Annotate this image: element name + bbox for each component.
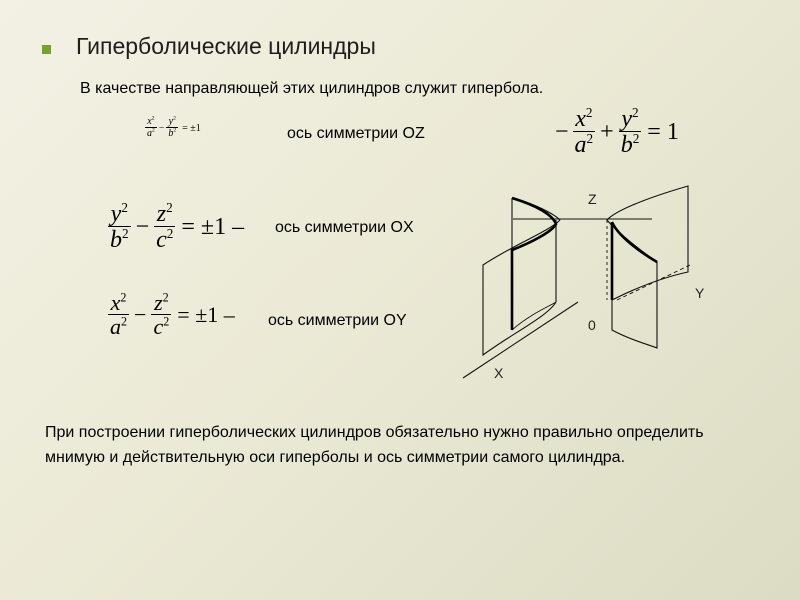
slide-title: Гиперболические цилиндры <box>76 33 376 59</box>
formula-ox: $\frac{y^2}{b^2}$ − $\frac{z^2}{c^2}$ = ±1 – <box>110 200 245 253</box>
right-sheet <box>607 186 688 348</box>
formula-oz-standard: − $\frac{x^2}{a^2}$ + $\frac{y^2}{b^2}$ = 1 <box>555 105 679 158</box>
axis-z-label: Z <box>588 191 597 207</box>
x-axis-line <box>463 302 578 378</box>
left-sheet-curve <box>512 302 556 330</box>
axis-x-label: X <box>494 365 504 381</box>
formula-oy: $\frac{x^2}{a^2}$ − $\frac{z^2}{c^2}$ = ±1 – <box>110 290 235 339</box>
axis-y-label: Y <box>695 285 705 301</box>
bullet-square-icon <box>42 45 51 54</box>
axis-label-oz: ось симметрии OZ <box>287 125 425 142</box>
conclusion-text: При построении гиперболических цилиндров обязательно нужно правильно определить мнимую и действительную оси гиперболы и ось симметрии самого цилиндра. <box>45 424 704 466</box>
right-hyperbola-branch <box>612 222 657 300</box>
origin-label: 0 <box>588 317 596 333</box>
intro-text: В качестве направляющей этих цилиндров служит гипербола. <box>80 80 544 97</box>
axis-label-ox: ось симметрии OX <box>275 219 414 236</box>
axis-label-oy: ось симметрии OY <box>268 312 407 329</box>
formula-oz-small: $\frac{x^2}{a^2}$ − $\frac{y^2}{b^2}$ = ±1 <box>147 115 201 139</box>
left-sheet <box>483 198 560 355</box>
hyperbolic-cylinder-diagram <box>455 180 705 385</box>
